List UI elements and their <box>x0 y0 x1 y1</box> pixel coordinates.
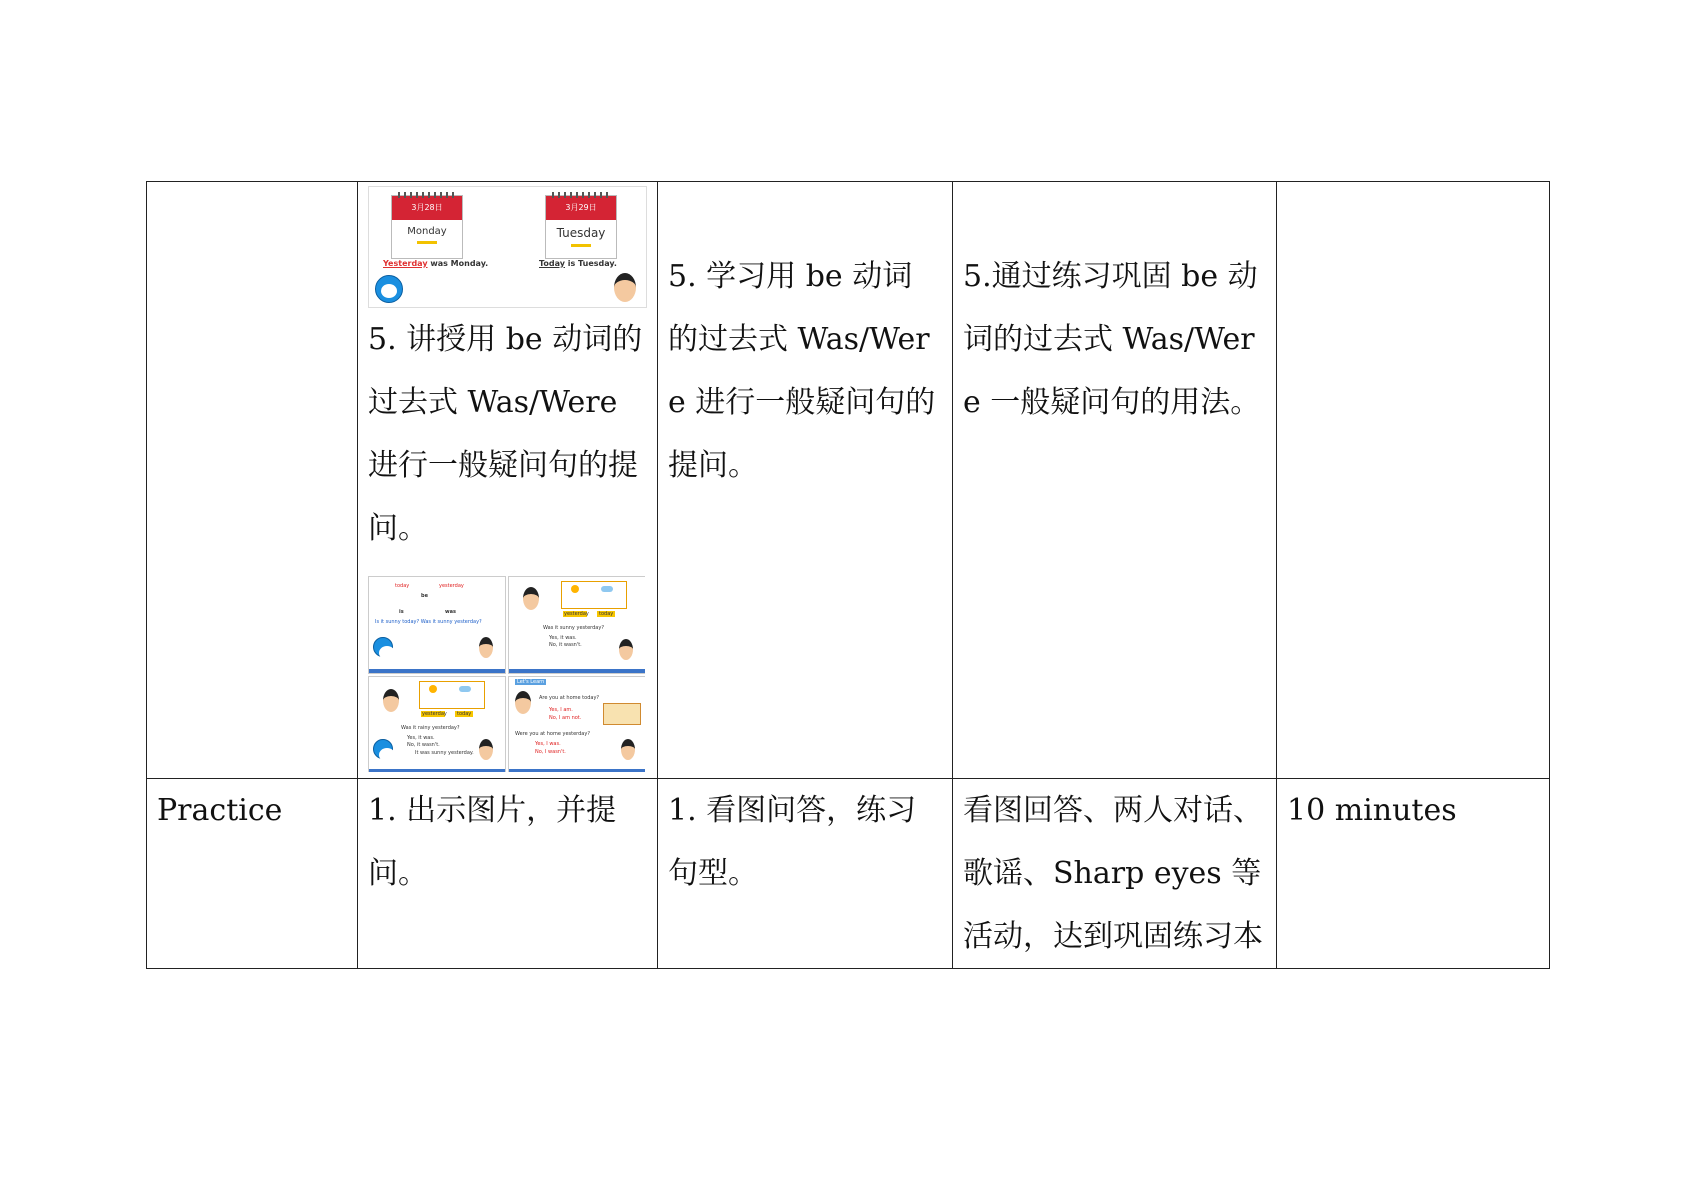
slides-picture <box>368 576 645 772</box>
calendar-monday: 3月28日 Monday <box>391 195 463 259</box>
boy-character-icon <box>614 273 636 302</box>
stage-text: Practice <box>157 793 283 828</box>
slide-be-verb: today yesterday be is was Is it sunny today? Was it sunny yesterday? <box>368 576 506 674</box>
student-activity-cell <box>658 779 953 969</box>
time-cell <box>1277 182 1550 779</box>
stage-cell <box>147 779 358 969</box>
slide-sunny: yesterday today Was it sunny yesterday? Yes, it was. No, it wasn't. <box>508 576 645 674</box>
boy-character-icon <box>383 689 399 712</box>
boy-character-icon <box>479 739 493 760</box>
purpose-cell <box>953 779 1277 969</box>
calendar-tuesday: 3月29日 Tuesday <box>545 195 617 259</box>
calendar-picture <box>368 186 647 308</box>
boy-character-icon <box>479 637 493 658</box>
purpose-cell <box>953 182 1277 779</box>
calendar-caption-right: Today is Tuesday. <box>539 259 617 268</box>
student-activity-text: 5. 学习用 be 动词的过去式 Was/Were 进行一般疑问句的提问。 <box>668 259 936 483</box>
doraemon-icon <box>373 637 393 657</box>
lesson-plan-table <box>146 181 1550 969</box>
slide-at-home: Let's Learn Are you at home today? Yes, I am. No, I am not. Were you at home yesterday? Yes, I was. No, I wasn't. <box>508 676 645 772</box>
boy-character-icon <box>621 739 635 760</box>
teacher-activity-text: 1. 出示图片，并提问。 <box>368 793 617 891</box>
doraemon-icon <box>375 275 403 303</box>
time-text: 10 minutes <box>1287 793 1457 828</box>
student-activity-cell <box>658 182 953 779</box>
purpose-text: 5.通过练习巩固 be 动词的过去式 Was/Were 一般疑问句的用法。 <box>963 259 1261 420</box>
calendar-caption-left: Yesterday was Monday. <box>383 259 489 268</box>
table-row <box>147 779 1550 969</box>
time-cell <box>1277 779 1550 969</box>
teacher-activity-cell <box>358 779 658 969</box>
teacher-activity-text: 5. 讲授用 be 动词的过去式 Was/Were 进行一般疑问句的提问。 <box>368 322 643 546</box>
boy-character-icon <box>523 587 539 610</box>
table-row <box>147 182 1550 779</box>
doraemon-icon <box>373 739 393 759</box>
slide-rainy: yesterday today Was it rainy yesterday? Yes, it was. No, it wasn't. It was sunny yesterday. <box>368 676 506 772</box>
stage-cell <box>147 182 358 779</box>
purpose-text: 看图回答、两人对话、歌谣、Sharp eyes 等活动，达到巩固练习本 <box>963 793 1263 954</box>
boy-character-icon <box>515 691 531 714</box>
student-activity-text: 1. 看图问答，练习句型。 <box>668 793 917 891</box>
boy-character-icon <box>619 639 633 660</box>
teacher-activity-cell <box>358 182 658 779</box>
